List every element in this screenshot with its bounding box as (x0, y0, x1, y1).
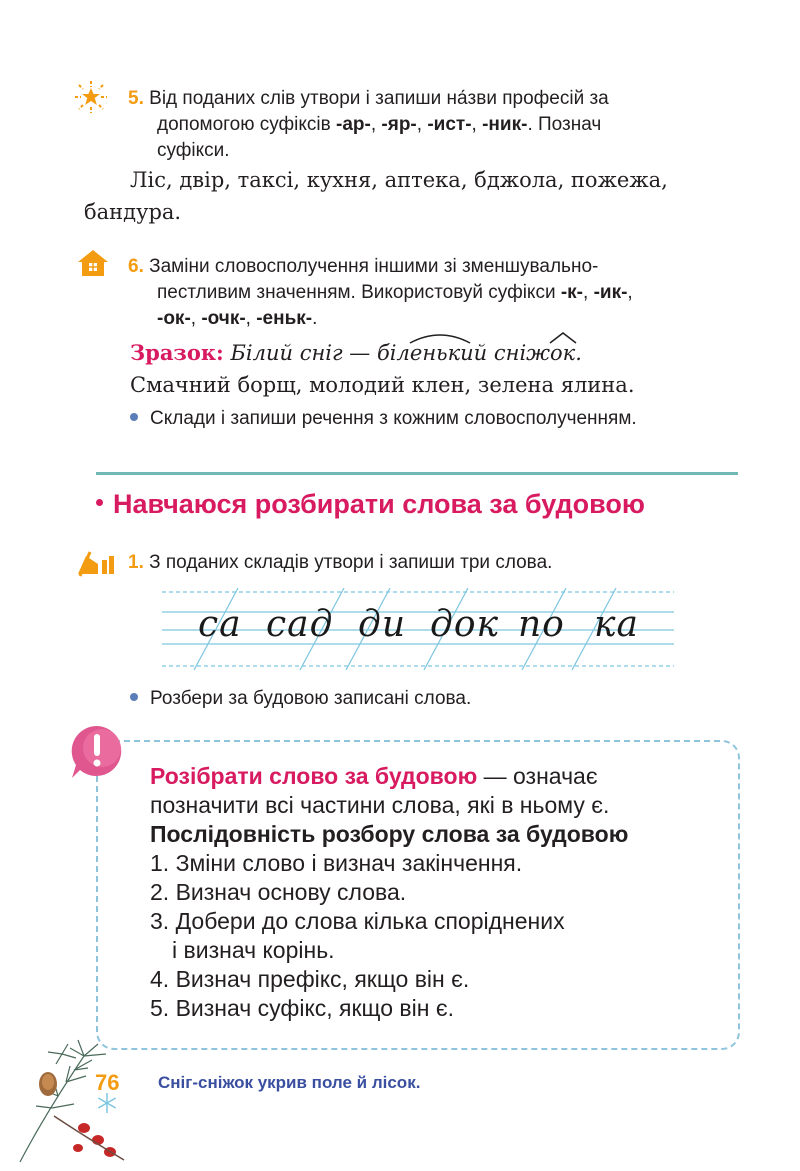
home-icon (76, 248, 110, 278)
rule-step: 2. Визнач основу слова. (150, 879, 407, 905)
section-divider (96, 472, 738, 475)
sample-label: Зразок: (130, 340, 224, 365)
exclamation-icon (68, 722, 126, 780)
suffix-mark: ок (550, 337, 575, 369)
task1-bullet: Розбери за будовою записані слова. (130, 686, 770, 712)
task5-words: Ліс, двір, таксі, кухня, аптека, бджола, пожежа, бандура. (84, 168, 668, 224)
syllable: по (518, 604, 565, 645)
rule-heading: Послідовність розбору слова за будовою (150, 821, 629, 847)
rule-step: 5. Визнач суфікс, якщо він є. (150, 995, 454, 1021)
bullet-icon (130, 693, 138, 701)
task5-number: 5. (128, 88, 144, 109)
task1-number: 1. (128, 552, 144, 573)
writing-hand-icon (76, 550, 116, 578)
task6-bullet: Склади і запиши речення з кожним словосполученням. (130, 406, 770, 432)
rule-term: Розібрати слово за будовою (150, 763, 478, 789)
task6-phrases: Смачний борщ, молодий клен, зелена ялина. (130, 373, 635, 397)
rule-content: Розібрати слово за будовою — означає позначити всі частини слова, які в ньому є. Послідовність розбору слова за будовою 1. Зміни слово і визнач закінчення. 2. Визнач основу слова. 3. Добери до слова кілька споріднених і визнач корінь. 4. Визнач префікс, якщо він є. 5. Визнач суфікс, якщо він є. (150, 762, 730, 1023)
rule-step: 4. Визнач префікс, якщо він є. (150, 966, 470, 992)
suffix-mark: еньк (410, 337, 460, 369)
task1-instruction: 1. З поданих складів утвори і запиши три слова. (128, 552, 553, 573)
task6-number: 6. (128, 256, 144, 277)
syllable: ка (594, 604, 639, 645)
task5-star-icon (74, 80, 108, 114)
syllable: док (430, 604, 499, 645)
task5-instruction: 5. Від поданих слів утвори і запиши на́зви професій за допомогою суфіксів -ар-, -яр-, -ист-, -ник-. Познач суфікси. (128, 88, 609, 161)
rule-step: 3. Добери до слова кілька споріднених (150, 908, 565, 934)
rule-step: 1. Зміни слово і визнач закінчення. (150, 850, 523, 876)
footer-proverb: Сніг-сніжок укрив поле й лісок. (158, 1073, 421, 1092)
page-number: 76 (95, 1070, 120, 1095)
handwriting-area (162, 588, 674, 670)
syllable: са (198, 604, 242, 645)
syllable: ди (358, 604, 407, 645)
task6-instruction: 6. Заміни словосполучення іншими зі зменшувально- пестливим значенням. Використовуй суфікси -к-, -ик-, -ок-, -очк-, -еньк-. (128, 256, 633, 329)
snowflake-icon (96, 1092, 118, 1114)
section-title: Навчаюся розбирати слова за будовою (96, 489, 756, 520)
bullet-icon (130, 413, 138, 421)
task6-sample: Зразок: Білий сніг — біленьк ий сніжок . (130, 337, 750, 369)
syllable: сад (266, 604, 334, 645)
rule-step: і визнач корінь. (172, 937, 335, 963)
